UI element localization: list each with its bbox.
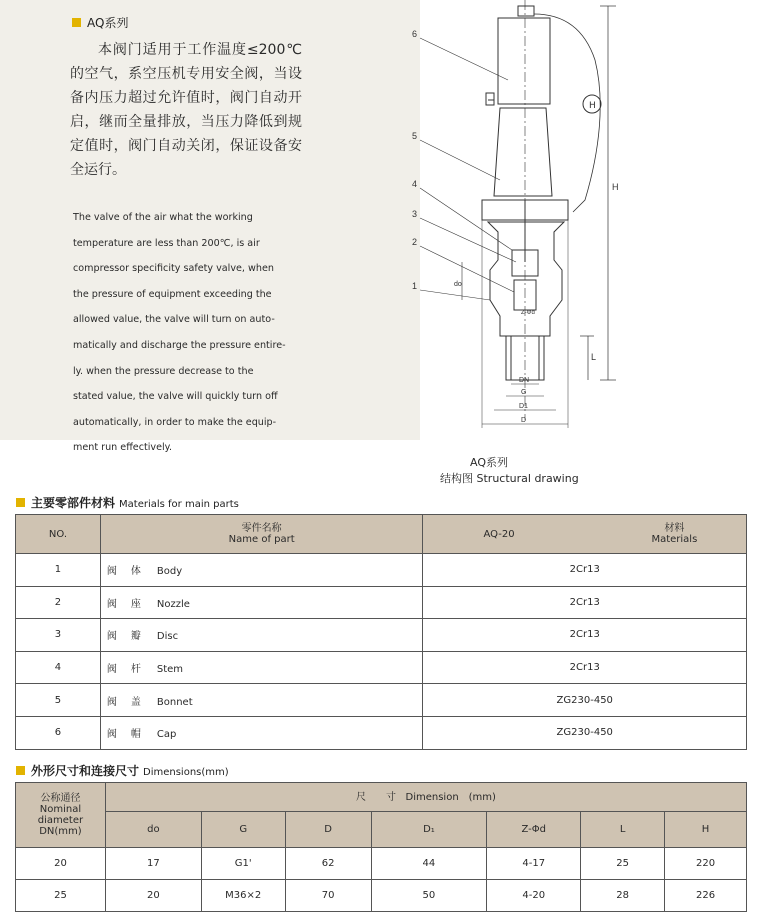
drawing-caption-series: AQ系列 (470, 456, 508, 469)
header-materials: AQ-20 材料 Materials (423, 515, 747, 554)
cap-body (498, 18, 550, 104)
table-row: 5 阀盖 Bonnet ZG230-450 (16, 684, 747, 717)
bullet-square-icon (72, 18, 81, 27)
valve-section-drawing (390, 0, 640, 450)
materials-table (15, 514, 747, 750)
callout-2: 2 (412, 237, 418, 247)
table-row: 3 阀瓣 Disc 2Cr13 (16, 619, 747, 652)
dimensions-table (15, 782, 747, 912)
callout-4: 4 (412, 179, 418, 189)
materials-section-title: 主要零部件材料 Materials for main parts (16, 494, 239, 511)
table-row: 25 20 M36×2 70 50 4-20 28 226 (16, 880, 747, 912)
table-row: 4 阀杆 Stem 2Cr13 (16, 651, 747, 684)
drawing-caption: 结构图 Structural drawing (440, 472, 579, 485)
english-description: The valve of the air what the working temperature are less than 200℃, is air compressor specificity safety valve, when the pressure of equipment exceeding the allowed value, the valve will turn on auto- matically and discharge the pressure entire- ly. when the pressure decrease to the stated value, the valve will quickly turn off automatically, in order to make the equip- ment run effectively. (73, 212, 286, 454)
header-part-name: 零件名称 Name of part (100, 515, 423, 554)
callout-1: 1 (412, 281, 418, 291)
callout-3: 3 (412, 209, 418, 219)
table-row: 1 阀体 Body 2Cr13 (16, 554, 747, 587)
dim-label-dn: DN (519, 377, 530, 384)
bullet-square-icon (16, 766, 25, 775)
dimensions-section-title: 外形尺寸和连接尺寸 Dimensions(mm) (16, 762, 229, 779)
dim-label-d1: D1 (519, 403, 528, 410)
materials-header-row (16, 515, 747, 554)
series-title: AQ系列 (72, 14, 128, 31)
dimensions-column-row: do G D D₁ Z-Φd L H (16, 812, 747, 848)
header-no: NO. (16, 515, 101, 554)
bonnet-body (494, 108, 552, 196)
dim-label-do: do (454, 281, 462, 288)
dimensions-header-row (16, 783, 747, 812)
table-row: 20 17 G1' 62 44 4-17 25 220 (16, 848, 747, 880)
structural-drawing (390, 0, 640, 490)
dim-label-d: D (521, 417, 527, 424)
dim-label-g: G (521, 389, 527, 396)
svg-text:H: H (589, 101, 596, 111)
table-row: 6 阀帽 Cap ZG230-450 (16, 716, 747, 749)
callout-5: 5 (412, 131, 418, 141)
table-row: 2 阀座 Nozzle 2Cr13 (16, 586, 747, 619)
body (488, 222, 564, 336)
chinese-description: 本阀门适用于工作温度≤200℃的空气，系空压机专用安全阀，当设备内压力超过允许值时，阀门自动开启，继而全量排放，当压力降低到规定值时，阀门自动关闭，保证设备安全运行。 (70, 42, 302, 178)
dim-label-l: L (591, 352, 597, 362)
header-nominal-diameter: 公称通径 Nominal diameter DN(mm) (16, 783, 106, 848)
header-dimension: 尺 寸 Dimension (mm) (105, 783, 746, 812)
callout-6: 6 (412, 29, 418, 39)
dim-label-h: H (612, 182, 619, 192)
bullet-square-icon (16, 498, 25, 507)
cap-knob (518, 6, 534, 16)
dim-label-zd: Z-Φd (521, 310, 535, 316)
